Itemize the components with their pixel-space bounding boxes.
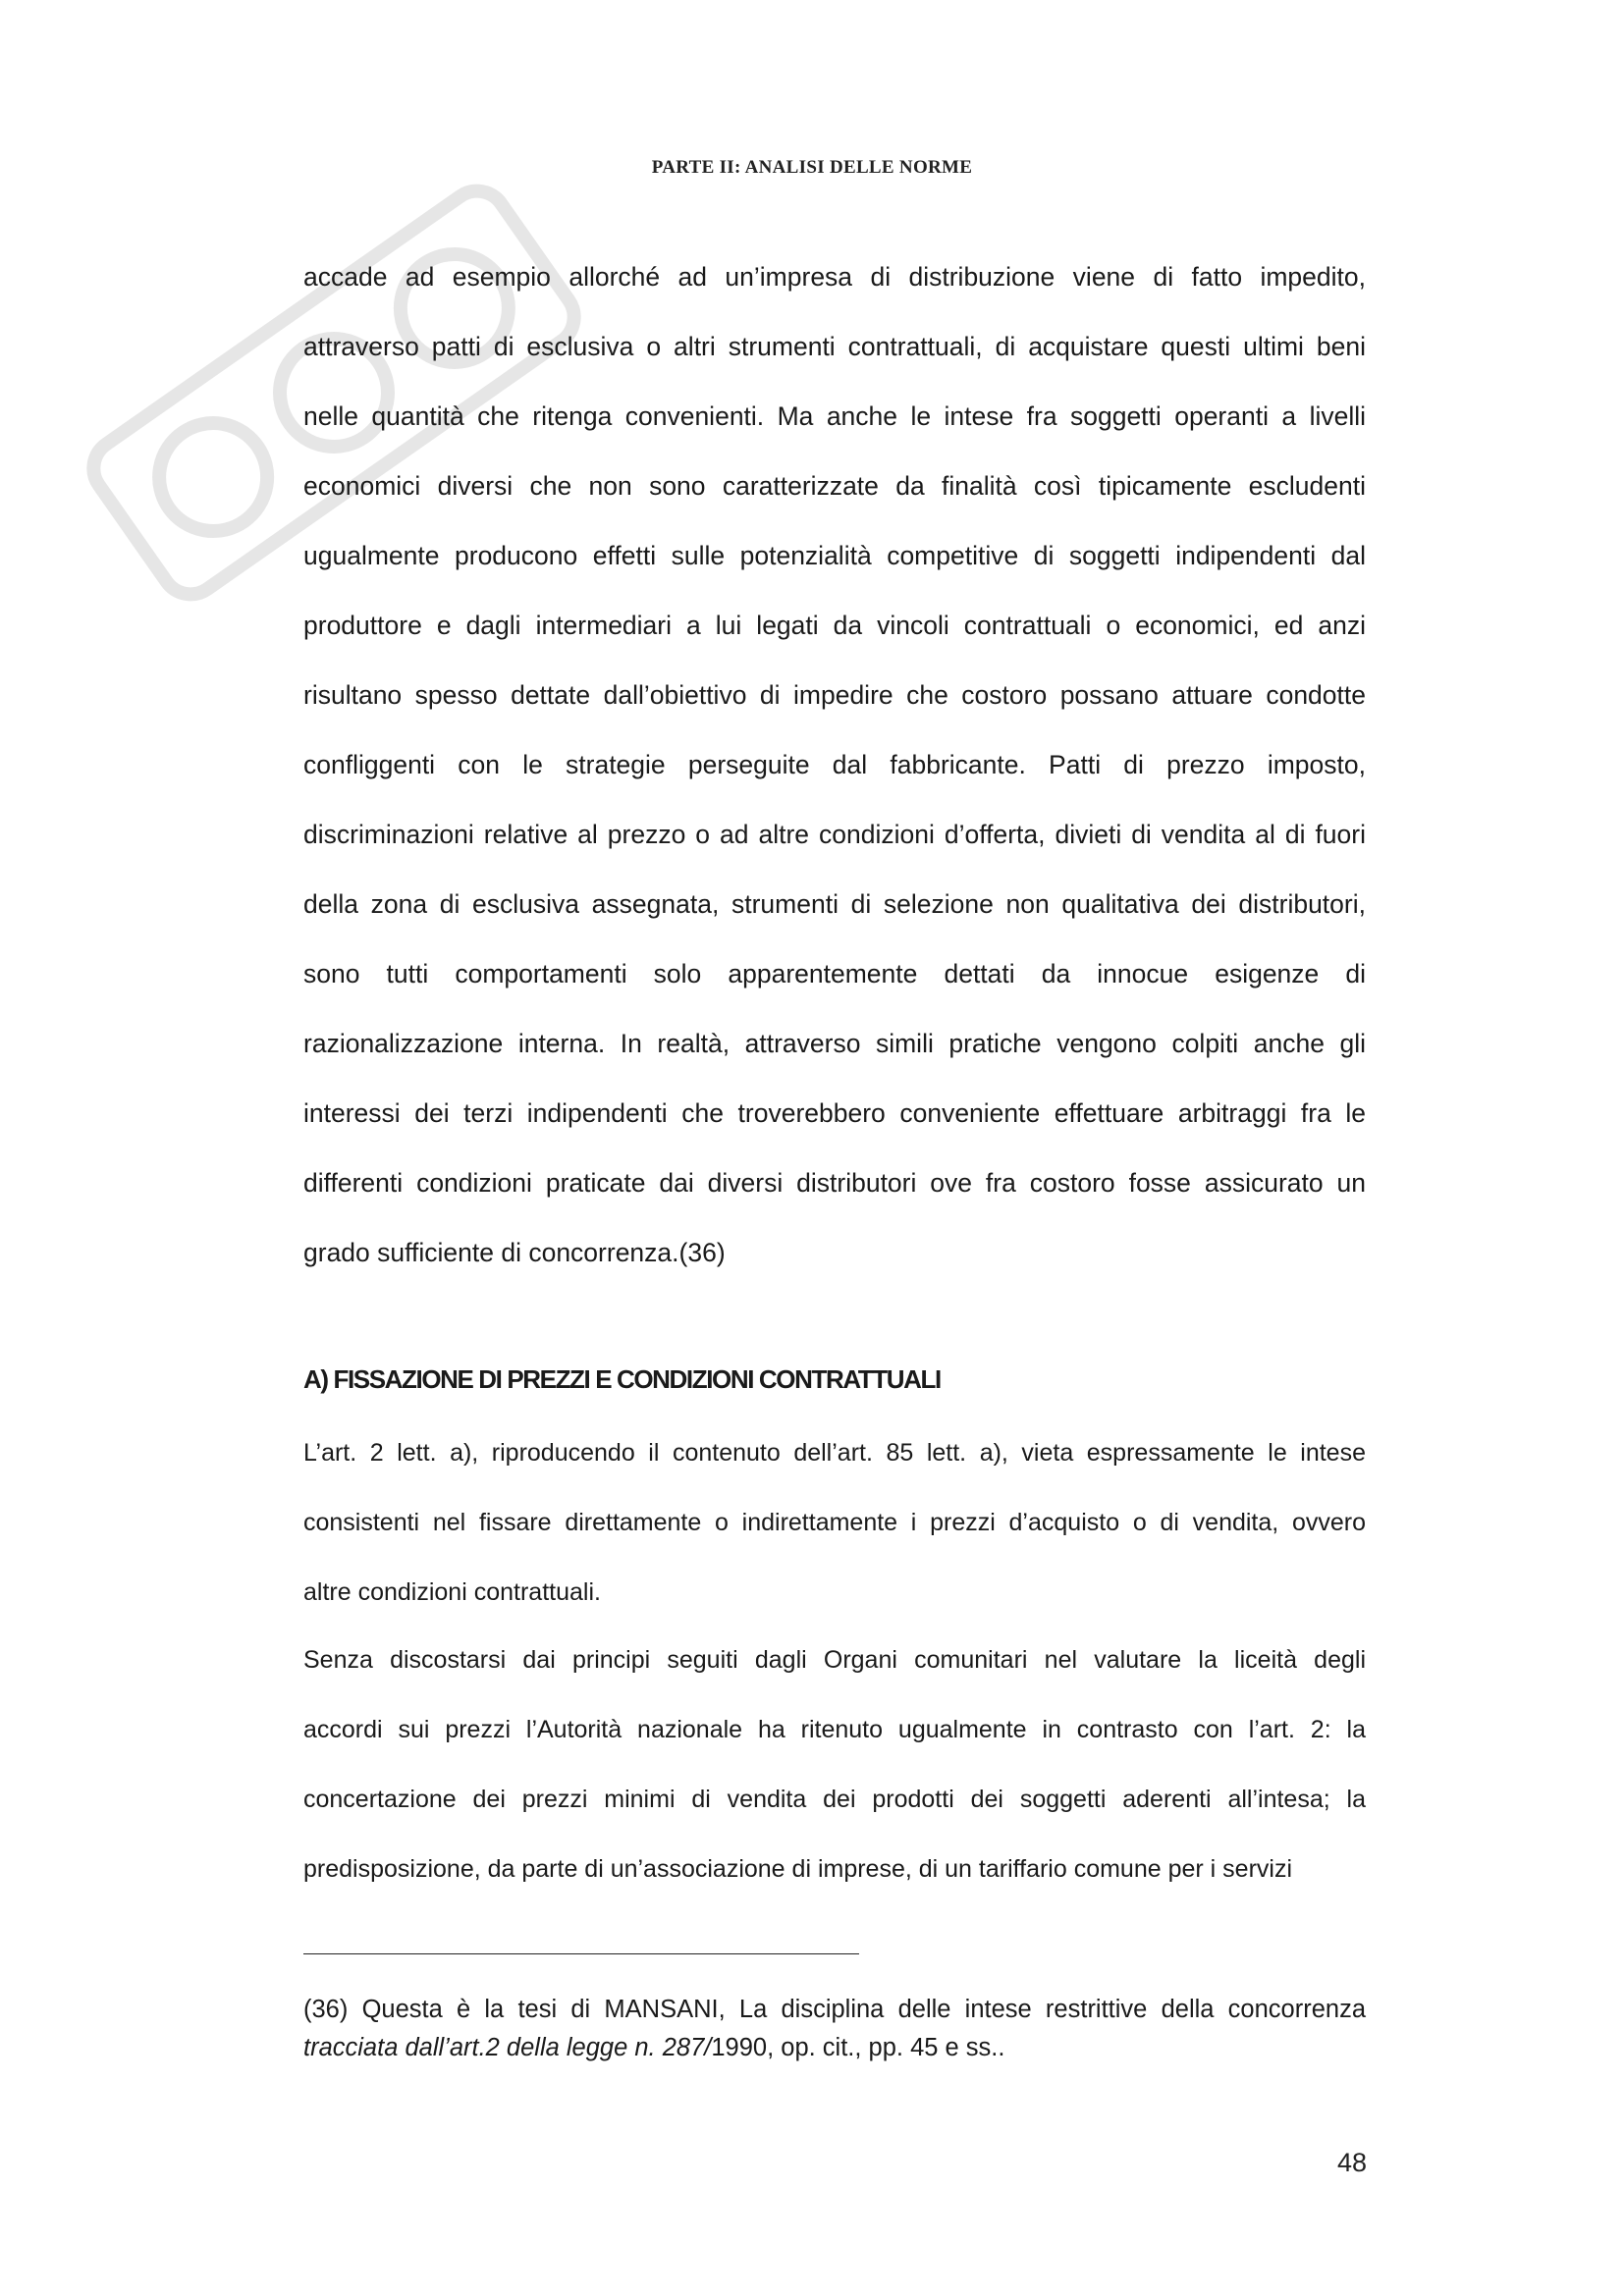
- page-number: 48: [1336, 2148, 1367, 2177]
- body-line: nelle quantità che ritenga convenienti. Ma anche le intese fra soggetti operanti a livelli: [303, 401, 1366, 431]
- section-line: L’art. 2 lett. a), riproducendo il contenuto dell’art. 85 lett. a), vieta espressamente le intese: [303, 1439, 1366, 1467]
- section-line: concertazione dei prezzi minimi di vendita dei prodotti dei soggetti aderenti all’intesa; la: [303, 1786, 1366, 1813]
- body-line: della zona di esclusiva assegnata, strumenti di selezione non qualitativa dei distributori,: [303, 889, 1366, 919]
- footnote-citation: 1990, op. cit., pp. 45 e ss..: [711, 2034, 1005, 2061]
- footnote-divider: [303, 1953, 859, 1954]
- body-line: attraverso patti di esclusiva o altri strumenti contrattuali, di acquistare questi ultimi beni: [303, 332, 1366, 361]
- section-line: predisposizione, da parte di un’associazione di imprese, di un tariffario comune per i servizi: [303, 1855, 1293, 1883]
- footnote-line: (36) Questa è la tesi di MANSANI, La disciplina delle intese restrittive della concorrenza: [303, 1996, 1366, 2023]
- body-line: differenti condizioni praticate dai diversi distributori ove fra costoro fosse assicurato un: [303, 1168, 1366, 1198]
- section-line: Senza discostarsi dai principi seguiti dagli Organi comunitari nel valutare la liceità degli: [303, 1646, 1366, 1674]
- body-line: risultano spesso dettate dall’obiettivo di impedire che costoro possano attuare condotte: [303, 680, 1366, 710]
- body-line: produttore e dagli intermediari a lui legati da vincoli contrattuali o economici, ed anzi: [303, 611, 1366, 640]
- section-line: accordi sui prezzi l’Autorità nazionale ha ritenuto ugualmente in contrasto con l’art. 2: la: [303, 1716, 1366, 1743]
- footnote-italic-title: tracciata dall’art.2 della legge n. 287/: [303, 2034, 712, 2061]
- body-line: sono tutti comportamenti solo apparentemente dettati da innocue esigenze di: [303, 959, 1366, 988]
- body-line: discriminazioni relative al prezzo o ad altre condizioni d’offerta, divieti di vendita al di fuori: [303, 820, 1366, 849]
- section-line: altre condizioni contrattuali.: [303, 1578, 601, 1606]
- running-header: PARTE II: ANALISI DELLE NORME: [651, 157, 973, 178]
- body-line: economici diversi che non sono caratterizzate da finalità così tipicamente escludenti: [303, 471, 1366, 501]
- section-line: consistenti nel fissare direttamente o indirettamente i prezzi d’acquisto o di vendita, ovvero: [303, 1509, 1366, 1536]
- footnote: [303, 1991, 1366, 2067]
- section-paragraph: [303, 1418, 1366, 1904]
- section-heading: A) FISSAZIONE DI PREZZI E CONDIZIONI CONTRATTUALI: [303, 1364, 941, 1394]
- body-line: grado sufficiente di concorrenza.(36): [303, 1238, 726, 1267]
- body-line: confliggenti con le strategie perseguite dal fabbricante. Patti di prezzo imposto,: [303, 750, 1366, 779]
- body-paragraph: [303, 242, 1366, 1288]
- body-line: razionalizzazione interna. In realtà, attraverso simili pratiche vengono colpiti anche gli: [303, 1029, 1366, 1058]
- body-line: ugualmente producono effetti sulle potenzialità competitive di soggetti indipendenti dal: [303, 541, 1366, 570]
- body-line: accade ad esempio allorché ad un’impresa di distribuzione viene di fatto impedito,: [303, 262, 1366, 292]
- body-line: interessi dei terzi indipendenti che troverebbero conveniente effettuare arbitraggi fra le: [303, 1098, 1366, 1128]
- footnote-line: [303, 2029, 1366, 2067]
